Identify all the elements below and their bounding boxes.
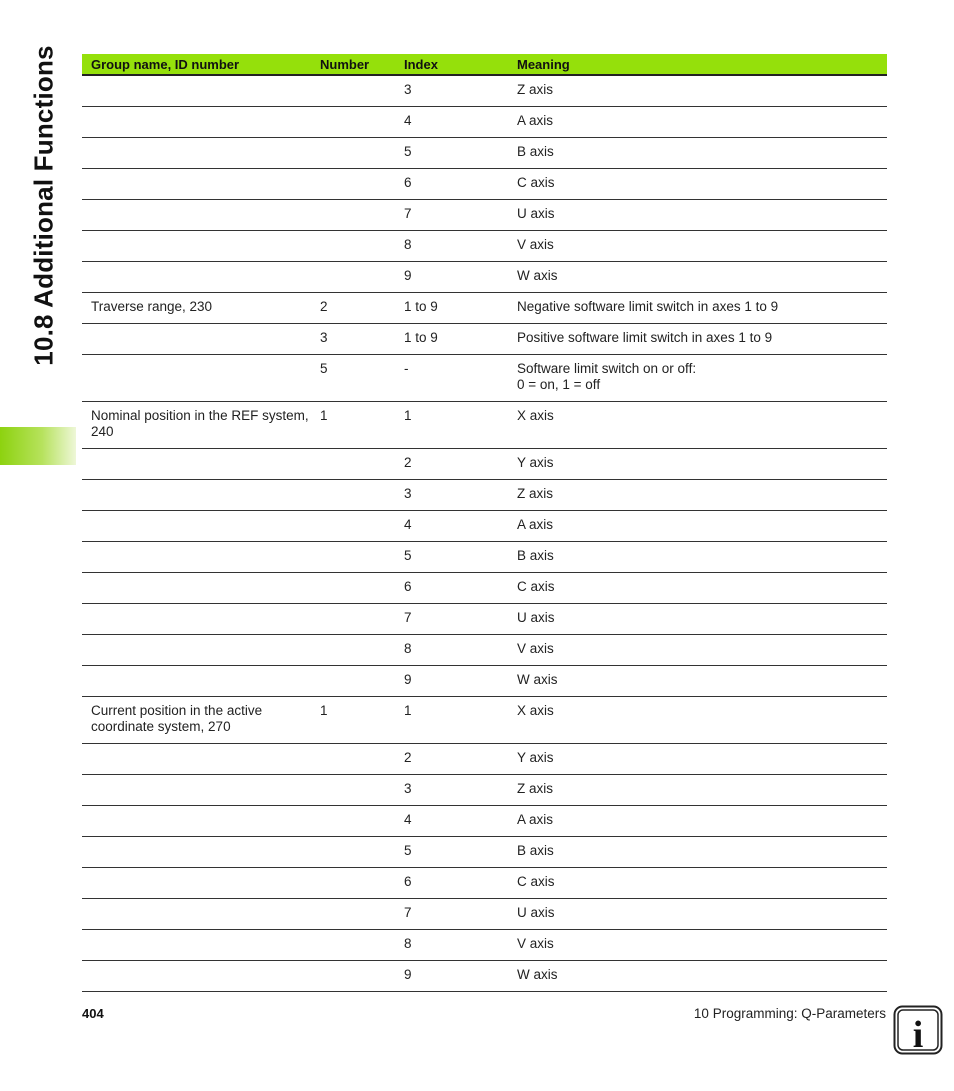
cell-number <box>311 930 395 961</box>
table-row <box>82 837 887 868</box>
cell-number <box>311 961 395 992</box>
cell-number <box>311 138 395 169</box>
cell-index: 5 <box>395 542 508 573</box>
cell-group-name <box>82 75 311 107</box>
page-number: 404 <box>82 1006 104 1021</box>
cell-number <box>311 449 395 480</box>
cell-group-name <box>82 899 311 930</box>
cell-number <box>311 899 395 930</box>
cell-meaning: A axis <box>508 107 887 138</box>
cell-index: 8 <box>395 231 508 262</box>
cell-index: 9 <box>395 262 508 293</box>
table-row <box>82 402 887 449</box>
parameters-table <box>82 54 887 992</box>
cell-group-name <box>82 355 311 402</box>
cell-index: 3 <box>395 75 508 107</box>
cell-group-name <box>82 868 311 899</box>
cell-group-name <box>82 744 311 775</box>
cell-number: 5 <box>311 355 395 402</box>
cell-number <box>311 169 395 200</box>
table-row <box>82 169 887 200</box>
table-row <box>82 262 887 293</box>
cell-number: 2 <box>311 293 395 324</box>
cell-index: 8 <box>395 635 508 666</box>
cell-meaning: W axis <box>508 666 887 697</box>
cell-meaning: U axis <box>508 604 887 635</box>
cell-group-name <box>82 511 311 542</box>
cell-number <box>311 573 395 604</box>
cell-group-name <box>82 200 311 231</box>
cell-index: 6 <box>395 169 508 200</box>
cell-meaning: Z axis <box>508 775 887 806</box>
cell-group-name <box>82 666 311 697</box>
chapter-tab-marker <box>0 427 76 465</box>
table-row <box>82 899 887 930</box>
cell-index: 2 <box>395 744 508 775</box>
cell-meaning: B axis <box>508 542 887 573</box>
table-header-row <box>82 54 887 75</box>
chapter-title: 10 Programming: Q-Parameters <box>693 1006 886 1021</box>
table-row <box>82 542 887 573</box>
table-row <box>82 107 887 138</box>
table-row <box>82 138 887 169</box>
cell-number <box>311 868 395 899</box>
header-index: Index <box>395 54 508 75</box>
cell-number <box>311 200 395 231</box>
cell-index: 7 <box>395 899 508 930</box>
cell-meaning: X axis <box>508 402 887 449</box>
table-row <box>82 775 887 806</box>
cell-group-name <box>82 573 311 604</box>
table-row <box>82 635 887 666</box>
header-number: Number <box>311 54 395 75</box>
table-row <box>82 573 887 604</box>
cell-meaning: Y axis <box>508 449 887 480</box>
cell-number: 1 <box>311 402 395 449</box>
cell-meaning: Positive software limit switch in axes 1 to 9 <box>508 324 887 355</box>
cell-meaning: V axis <box>508 930 887 961</box>
cell-number <box>311 744 395 775</box>
cell-group-name: Nominal position in the REF system, 240 <box>82 402 311 449</box>
cell-group-name <box>82 169 311 200</box>
cell-meaning: V axis <box>508 231 887 262</box>
cell-index: 4 <box>395 806 508 837</box>
cell-meaning: C axis <box>508 169 887 200</box>
table-row <box>82 480 887 511</box>
table-row <box>82 449 887 480</box>
cell-group-name <box>82 961 311 992</box>
cell-number <box>311 75 395 107</box>
cell-group-name <box>82 231 311 262</box>
header-group-name: Group name, ID number <box>82 54 311 75</box>
cell-meaning: W axis <box>508 262 887 293</box>
cell-number: 1 <box>311 697 395 744</box>
cell-group-name <box>82 262 311 293</box>
table-row <box>82 697 887 744</box>
cell-meaning: Z axis <box>508 480 887 511</box>
cell-group-name <box>82 806 311 837</box>
cell-number: 3 <box>311 324 395 355</box>
cell-number <box>311 837 395 868</box>
cell-number <box>311 231 395 262</box>
table-row <box>82 355 887 402</box>
cell-index: 6 <box>395 573 508 604</box>
cell-group-name <box>82 138 311 169</box>
cell-group-name <box>82 775 311 806</box>
cell-group-name: Traverse range, 230 <box>82 293 311 324</box>
cell-group-name <box>82 449 311 480</box>
cell-meaning: A axis <box>508 511 887 542</box>
cell-group-name: Current position in the active coordinate system, 270 <box>82 697 311 744</box>
cell-meaning: Negative software limit switch in axes 1 to 9 <box>508 293 887 324</box>
cell-number <box>311 511 395 542</box>
cell-group-name <box>82 107 311 138</box>
cell-meaning: W axis <box>508 961 887 992</box>
cell-index: 4 <box>395 511 508 542</box>
cell-meaning: X axis <box>508 697 887 744</box>
table-body <box>82 75 887 992</box>
cell-meaning: B axis <box>508 837 887 868</box>
cell-index: 1 <box>395 697 508 744</box>
chapter-side-title-text: 10.8 Additional Functions <box>28 44 59 366</box>
table-row <box>82 868 887 899</box>
cell-number <box>311 666 395 697</box>
chapter-side-title <box>26 44 62 366</box>
table-row <box>82 200 887 231</box>
cell-index: 3 <box>395 775 508 806</box>
cell-group-name <box>82 324 311 355</box>
table-row <box>82 666 887 697</box>
cell-index: 1 to 9 <box>395 324 508 355</box>
info-icon <box>893 1005 943 1055</box>
table-row <box>82 930 887 961</box>
cell-index: 9 <box>395 961 508 992</box>
cell-group-name <box>82 930 311 961</box>
table-row <box>82 293 887 324</box>
cell-number <box>311 480 395 511</box>
cell-number <box>311 806 395 837</box>
cell-number <box>311 107 395 138</box>
cell-group-name <box>82 542 311 573</box>
cell-group-name <box>82 604 311 635</box>
cell-index: 1 to 9 <box>395 293 508 324</box>
header-meaning: Meaning <box>508 54 887 75</box>
cell-meaning: V axis <box>508 635 887 666</box>
cell-index: 5 <box>395 138 508 169</box>
info-icon-letter: i <box>912 1014 924 1055</box>
cell-meaning: C axis <box>508 868 887 899</box>
table-row <box>82 75 887 107</box>
cell-group-name <box>82 837 311 868</box>
table-row <box>82 604 887 635</box>
cell-number <box>311 775 395 806</box>
table-row <box>82 961 887 992</box>
cell-index: 4 <box>395 107 508 138</box>
cell-meaning: Y axis <box>508 744 887 775</box>
cell-index: 8 <box>395 930 508 961</box>
cell-index: 9 <box>395 666 508 697</box>
cell-index: 5 <box>395 837 508 868</box>
cell-index: 7 <box>395 200 508 231</box>
cell-index: - <box>395 355 508 402</box>
cell-number <box>311 604 395 635</box>
cell-index: 7 <box>395 604 508 635</box>
table-row <box>82 744 887 775</box>
cell-index: 1 <box>395 402 508 449</box>
cell-meaning: B axis <box>508 138 887 169</box>
cell-index: 3 <box>395 480 508 511</box>
cell-number <box>311 542 395 573</box>
cell-group-name <box>82 635 311 666</box>
cell-meaning: U axis <box>508 899 887 930</box>
cell-group-name <box>82 480 311 511</box>
cell-index: 6 <box>395 868 508 899</box>
table-row <box>82 511 887 542</box>
cell-meaning: U axis <box>508 200 887 231</box>
cell-meaning: A axis <box>508 806 887 837</box>
cell-meaning: C axis <box>508 573 887 604</box>
cell-number <box>311 262 395 293</box>
table-row <box>82 231 887 262</box>
cell-index: 2 <box>395 449 508 480</box>
cell-number <box>311 635 395 666</box>
table-row <box>82 324 887 355</box>
cell-meaning: Z axis <box>508 75 887 107</box>
cell-meaning: Software limit switch on or off: 0 = on, 1 = off <box>508 355 887 402</box>
table-row <box>82 806 887 837</box>
